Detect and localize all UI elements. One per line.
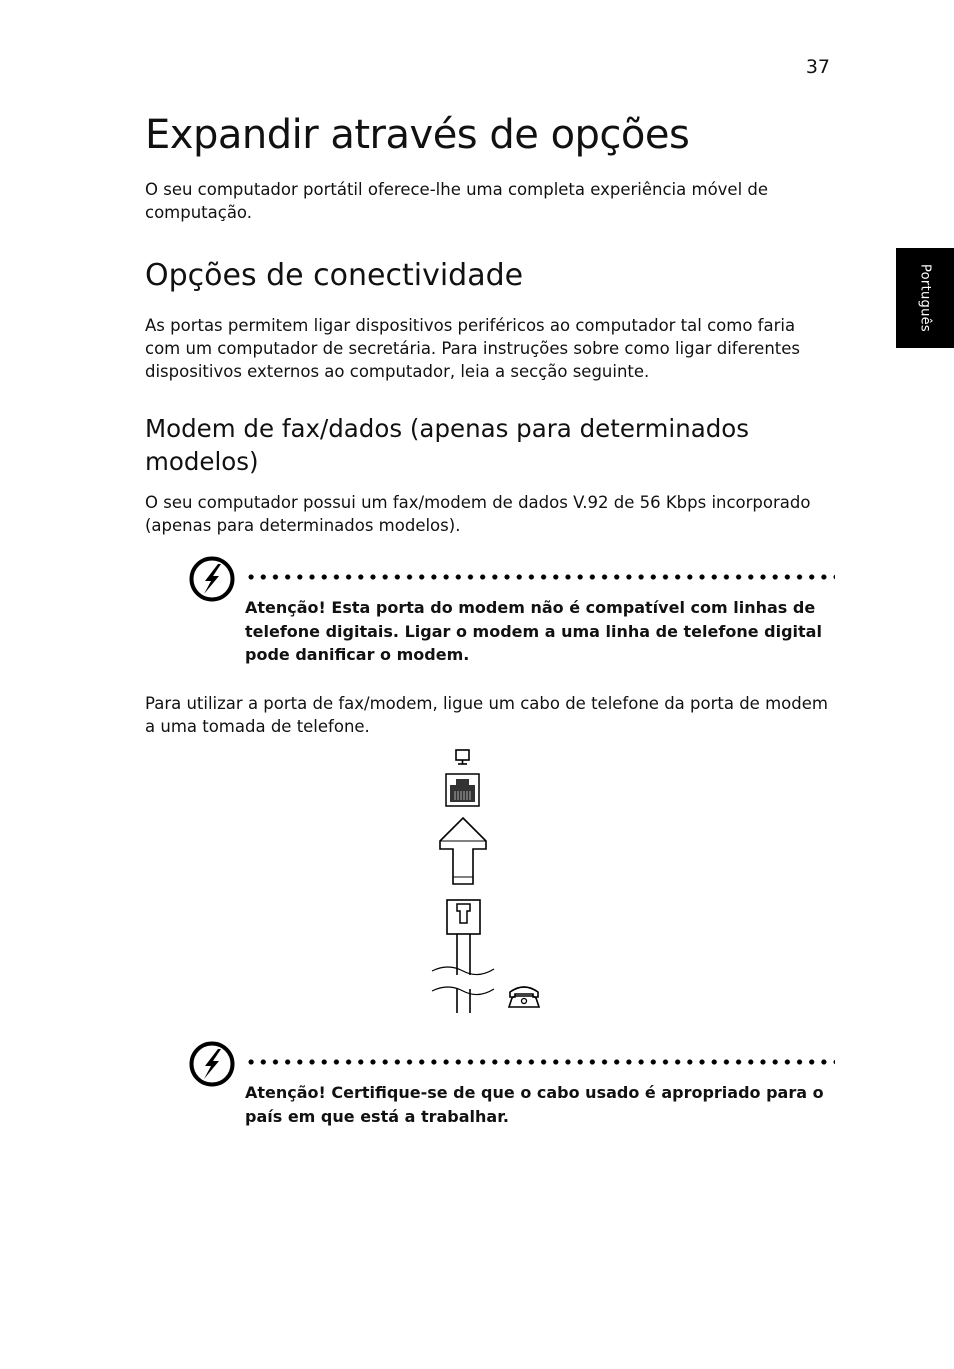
intro-paragraph: O seu computador portátil oferece-lhe uma completa experiência móvel de computação. — [145, 180, 769, 222]
telephone-icon — [509, 987, 539, 1007]
section-paragraph: As portas permitem ligar dispositivos periféricos ao computador tal como faria com um computador de secretária. Para instruções sobre como ligar diferentes dispositivos externos ao computador, leia a secção seguinte. — [145, 316, 800, 381]
warning-2-divider — [245, 1059, 835, 1065]
warning-1-divider — [245, 574, 835, 580]
warning-1 — [188, 555, 236, 607]
page-title: Expandir através de opções — [145, 112, 690, 158]
phone-plug-icon — [432, 900, 494, 1013]
page-number: 37 — [805, 56, 830, 78]
rj11-port-icon — [446, 774, 479, 806]
warning-lightning-icon — [188, 555, 236, 603]
modem-connection-diagram — [420, 745, 555, 1020]
language-tab — [896, 248, 954, 348]
warning-2 — [188, 1040, 236, 1092]
language-tab-label: Português — [917, 264, 933, 332]
warning-lightning-icon — [188, 1040, 236, 1088]
subsection-paragraph: O seu computador possui um fax/modem de dados V.92 de 56 Kbps incorporado (apenas para determinados modelos). — [145, 493, 811, 535]
warning-1-text: Atenção! Esta porta do modem não é compatível com linhas de telefone digitais. Ligar o modem a uma linha de telefone digital pode danificar o modem. — [245, 598, 822, 664]
instruction-paragraph: Para utilizar a porta de fax/modem, ligue um cabo de telefone da porta de modem a uma tomada de telefone. — [145, 694, 828, 736]
subsection-heading: Modem de fax/dados (apenas para determinados modelos) — [145, 414, 750, 476]
modem-port-icon — [456, 750, 469, 764]
warning-2-text: Atenção! Certifique-se de que o cabo usado é apropriado para o país em que está a trabalhar. — [245, 1083, 824, 1126]
section-heading: Opções de conectividade — [145, 258, 524, 293]
up-arrow-icon — [440, 818, 486, 884]
